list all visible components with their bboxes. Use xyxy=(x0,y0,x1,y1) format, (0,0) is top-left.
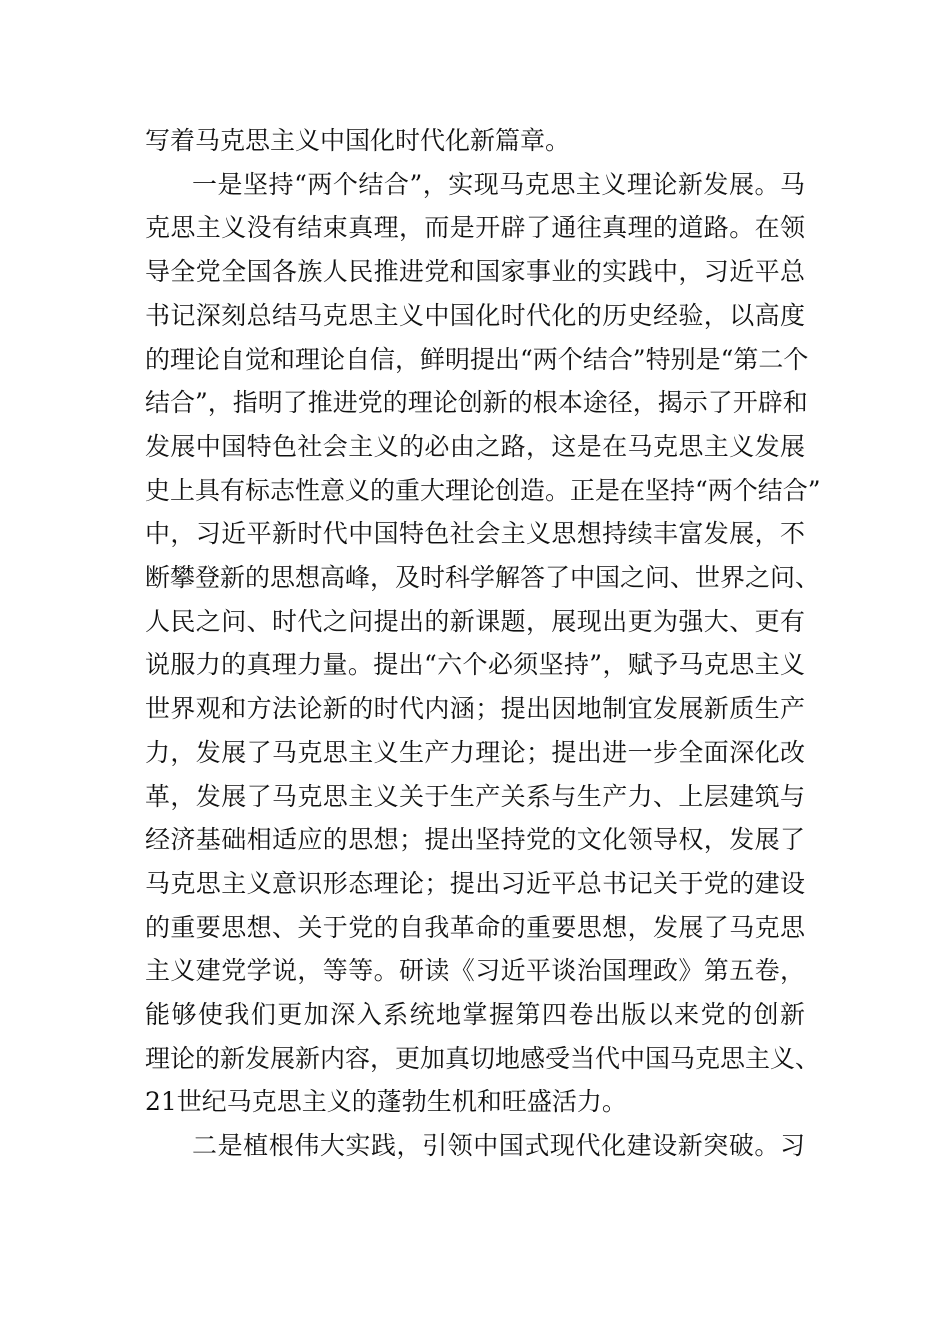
text-line: 世界观和方法论新的时代内涵；提出因地制宜发展新质生产 xyxy=(145,694,805,724)
text-line: 经济基础相适应的思想；提出坚持党的文化领导权，发展了 xyxy=(145,825,805,855)
text-line: 断攀登新的思想高峰，及时科学解答了中国之问、世界之问、 xyxy=(145,563,821,592)
text-line: 21世纪马克思主义的蓬勃生机和旺盛活力。 xyxy=(145,1087,627,1117)
text-line: 导全党全国各族人民推进党和国家事业的实践中，习近平总 xyxy=(145,257,805,287)
text-line: 发展中国特色社会主义的必由之路，这是在马克思主义发展 xyxy=(145,431,805,461)
text-line: 能够使我们更加深入系统地掌握第四卷出版以来党的创新 xyxy=(145,1000,805,1029)
text-line: 的理论自觉和理论自信，鲜明提出“两个结合”特别是“第二个 xyxy=(145,344,809,374)
text-line: 力，发展了马克思主义生产力理论；提出进一步全面深化改 xyxy=(145,737,805,767)
text-line: 克思主义没有结束真理，而是开辟了通往真理的道路。在领 xyxy=(145,213,805,243)
text-line: 说服力的真理力量。提出“六个必须坚持”，赋予马克思主义 xyxy=(145,650,805,680)
text-line: 人民之问、时代之问提出的新课题，展现出更为强大、更有 xyxy=(145,606,805,636)
text-line: 的重要思想、关于党的自我革命的重要思想，发展了马克思 xyxy=(145,912,805,942)
text-line: 史上具有标志性意义的重大理论创造。正是在坚持“两个结合” xyxy=(145,475,821,505)
text-line: 写着马克思主义中国化时代化新篇章。 xyxy=(145,126,571,155)
text-line: 理论的新发展新内容，更加真切地感受当代中国马克思主义、 xyxy=(145,1043,821,1073)
text-line: 主义建党学说，等等。研读《习近平谈治国理政》第五卷， xyxy=(145,956,805,986)
text-line: 结合”，指明了推进党的理论创新的根本途径，揭示了开辟和 xyxy=(145,388,808,418)
text-line: 马克思主义意识形态理论；提出习近平总书记关于党的建设 xyxy=(145,868,805,898)
text-line: 书记深刻总结马克思主义中国化时代化的历史经验，以高度 xyxy=(145,300,805,330)
text-line: 中，习近平新时代中国特色社会主义思想持续丰富发展，不 xyxy=(145,519,805,549)
text-line: 革，发展了马克思主义关于生产关系与生产力、上层建筑与 xyxy=(145,781,805,811)
text-line: 二是植根伟大实践，引领中国式现代化建设新突破。习 xyxy=(192,1131,805,1161)
text-line: 一是坚持“两个结合”，实现马克思主义理论新发展。马 xyxy=(192,169,805,199)
